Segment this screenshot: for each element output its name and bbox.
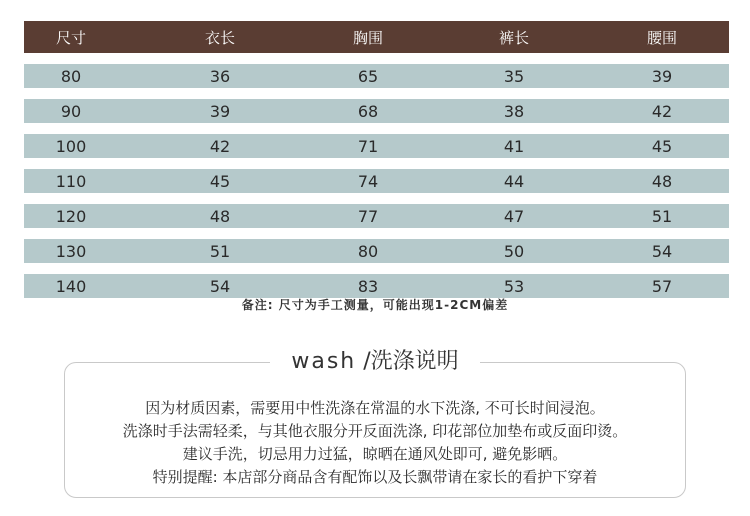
cell-pants-length: 41 [503,136,525,156]
table-row [24,134,729,158]
header-waist: 腰围 [646,28,678,47]
cell-chest: 74 [357,171,379,191]
wash-title-cn: /洗涤说明 [363,349,459,374]
cell-waist: 51 [651,206,673,226]
cell-top-length: 45 [209,171,231,191]
table-row [24,99,729,123]
header-pants-length: 裤长 [498,28,530,47]
cell-size: 130 [55,241,87,261]
cell-size: 120 [55,206,87,226]
header-top-length: 衣长 [204,28,236,47]
cell-top-length: 51 [209,241,231,261]
cell-waist: 48 [651,171,673,191]
wash-line: 建议手洗，切忌用力过猛，晾晒在通风处即可, 避免影晒。 [182,445,568,463]
cell-pants-length: 50 [503,241,525,261]
cell-size: 140 [55,276,87,296]
cell-chest: 65 [357,66,379,86]
table-row [24,204,729,228]
table-row [24,274,729,298]
measurement-note: 备注: 尺寸为手工测量，可能出现1-2CM偏差 [241,298,509,312]
table-row [24,169,729,193]
cell-waist: 57 [651,276,673,296]
cell-top-length: 54 [209,276,231,296]
header-size: 尺寸 [55,28,87,47]
cell-size: 80 [60,66,82,86]
cell-pants-length: 35 [503,66,525,86]
cell-waist: 54 [651,241,673,261]
wash-instructions [64,397,686,489]
cell-size: 90 [60,101,82,121]
cell-chest: 68 [357,101,379,121]
cell-size: 110 [55,171,87,191]
wash-title-en: wash [291,349,357,374]
cell-chest: 77 [357,206,379,226]
cell-chest: 71 [357,136,379,156]
cell-pants-length: 44 [503,171,525,191]
cell-chest: 83 [357,276,379,296]
table-row [24,239,729,263]
cell-pants-length: 53 [503,276,525,296]
wash-line: 特别提醒: 本店部分商品含有配饰以及长飘带请在家长的看护下穿着 [152,468,598,486]
cell-chest: 80 [357,241,379,261]
table-row [24,64,729,88]
cell-top-length: 39 [209,101,231,121]
cell-waist: 45 [651,136,673,156]
cell-pants-length: 38 [503,101,525,121]
cell-waist: 39 [651,66,673,86]
header-chest: 胸围 [352,28,384,47]
table-header [24,21,729,53]
cell-top-length: 36 [209,66,231,86]
wash-title [0,344,750,375]
cell-pants-length: 47 [503,206,525,226]
cell-top-length: 48 [209,206,231,226]
cell-top-length: 42 [209,136,231,156]
wash-line: 洗涤时手法需轻柔，与其他衣服分开反面洗涤, 印花部位加垫布或反面印烫。 [122,422,628,440]
cell-size: 100 [55,136,87,156]
cell-waist: 42 [651,101,673,121]
wash-line: 因为材质因素，需要用中性洗涤在常温的水下洗涤, 不可长时间浸泡。 [145,399,605,417]
size-table [24,21,729,298]
